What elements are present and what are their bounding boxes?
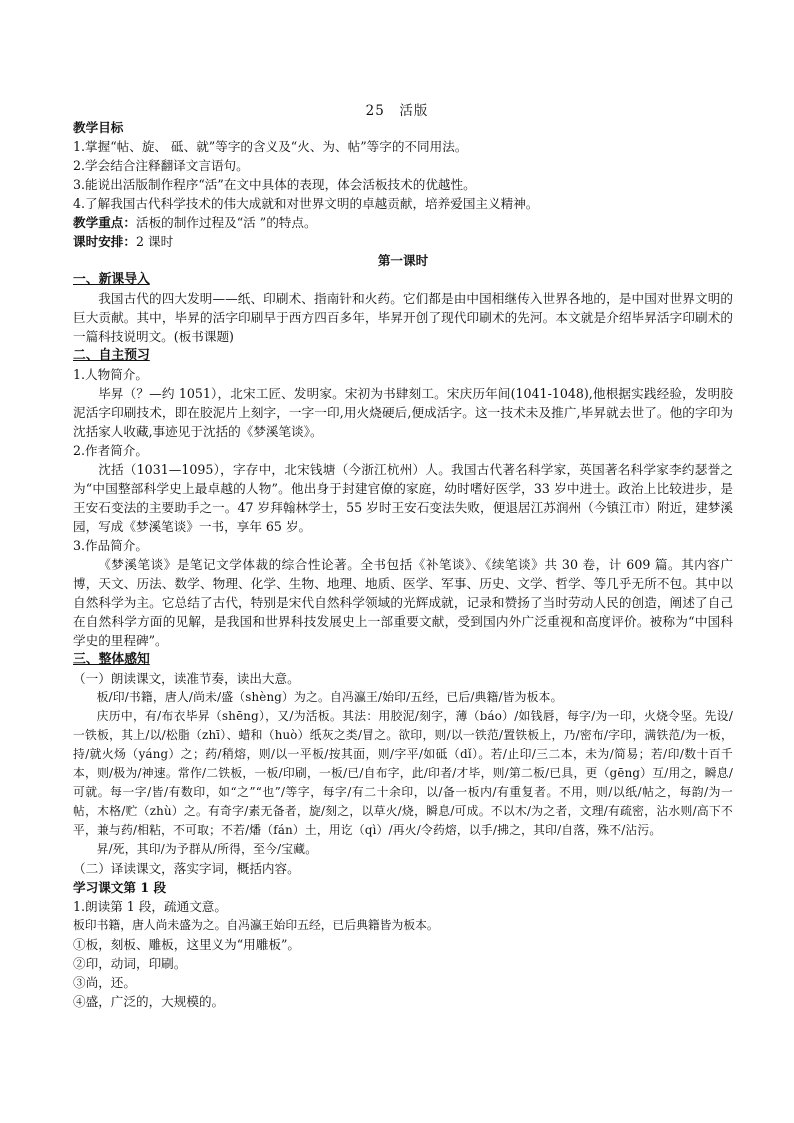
subheading-translate: （二）译读课文，落实字词，概括内容。 [73, 861, 300, 876]
goal-item: 4.了解我国古代科学技术的伟大成就和对世界文明的卓越贡献，培养爱国主义精神。 [73, 196, 539, 211]
author-paragraph: 沈括（1031—1095），字存中，北宋钱塘（今浙江杭州）人。我国古代著名科学家，英国著名科学家李约瑟誉之为“中国整部科学史上最卓越的人物”。他出身于封建官僚的家庭，幼时嗜好医学，33 岁中进士。政治上比较进步，是王安石变法的主要助手之一。47 岁拜翰林学士，55 岁时王安石变法失败，便退居江苏润州（今镇江市）附近，建梦溪园，写成《梦溪笔谈》一书，享年 65 岁。 [73, 462, 733, 534]
schedule-text: 2 课时 [135, 234, 174, 249]
study-subheading: 1.朗读第 1 段，疏通文意。 [73, 899, 227, 914]
subheading-author: 2.作者简介。 [73, 443, 148, 458]
goal-item: 3.能说出活版制作程序“活”在文中具体的表现，体会活板技术的优越性。 [73, 177, 476, 192]
classical-text-para-1: 板/印/书籍，唐人/尚未/盛（shèng）为之。自冯瀛王/始印/五经，已后/典籍/皆为板本。 [96, 690, 563, 704]
section-heading-overview: 三、整体感知 [73, 652, 150, 667]
note-item: ③尚，还。 [73, 975, 136, 990]
subheading-work: 3.作品简介。 [73, 538, 148, 553]
lesson-heading: 第一课时 [377, 253, 429, 268]
subheading-person: 1.人物简介。 [73, 367, 148, 382]
page-title: 25 活版 [365, 103, 429, 119]
focus-label: 教学重点： [73, 215, 136, 230]
focus-text: 活板的制作过程及“活 ”的特点。 [135, 215, 317, 230]
work-paragraph: 《梦溪笔谈》是笔记文学体裁的综合性论著。全书包括《补笔谈》、《续笔谈》共 30 卷，计 609 篇。其内容广博，天文、历法、数学、物理、化学、生物、地理、地质、医学、军事、历史、文学、哲学、等几乎无所不包。其中以自然科学为主。它总结了古代，特别是宋代自然科学领域的光辉成就，记录和赞扬了当时劳动人民的创造，阐述了自己在自然科学方面的见解，是我国和世界科技发展史上一部重要文献，受到国内外广泛重视和高度评价。被称为“中国科学史的里程碑”。 [73, 557, 733, 648]
section-heading-intro: 一、新课导入 [73, 272, 150, 287]
subheading-read-aloud: （一）朗读课文，读准节奏，读出大意。 [73, 671, 300, 686]
note-item: ②印，动词，印刷。 [73, 956, 187, 971]
classical-text-para-2: 庆历中，有/布衣毕昇（shēng），又/为活板。其法：用胶泥/刻字，薄（báo）/如钱唇，每字/为一印，火烧令坚。先设/一铁板，其上/以/松脂（zhī）、蜡和（huò）纸灰之类/冒之。欲印，则/以一铁范/置铁板上，乃/密布/字印，满铁范/为一板，持/就火炀（yáng）之；药/稍熔，则/以一平板/按其面，则/字平/如砥（dǐ）。若/止印/三二本，未为/简易；若/印/数十百千本，则/极为/神速。常作/二铁板，一板/印刷，一板/已/自布字，此/印者/才毕，则/第二板/已具，更（gēng）互/用之，瞬息/可就。每一字/皆/有数印，如“之”“也”/等字，每字/有二十余印，以/备一板内/有重复者。不用，则/以纸/帖之，每韵/为一帖，木格/贮（zhù）之。有奇字/素无备者，旋/刻之，以草火/烧，瞬息/可成。不以木/为之者，文理/有疏密，沾水则/高下不平，兼与药/相粘，不可取；不若/燔（fán）土，用讫（qì）/再火/令药熔，以手/拂之，其印/自落，殊不/沾污。 [73, 709, 733, 837]
goals-heading: 教学目标 [73, 120, 124, 135]
schedule-label: 课时安排： [73, 234, 136, 249]
goal-item: 2.学会结合注释翻译文言语句。 [73, 158, 249, 173]
study-original-text: 板印书籍，唐人尚未盛为之。自冯瀛王始印五经，已后典籍皆为板本。 [73, 918, 439, 932]
intro-paragraph: 我国古代的四大发明——纸、印刷术、指南针和火药。它们都是由中国相继传入世界各地的，是中国对世界文明的巨大贡献。其中，毕昇的活字印刷早于西方四百多年，毕昇开创了现代印刷术的先河。本文就是介绍毕昇活字印刷术的一篇科技说明文。(板书课题) [73, 291, 733, 344]
focus-line [73, 213, 733, 232]
goal-item: 1.掌握“帖、旋、 砥、就”等字的含义及“火、为、帖”等字的不同用法。 [73, 139, 468, 154]
person-paragraph: 毕昇（？—约 1051），北宋工匠、发明家。宋初为书肆刻工。宋庆历年间(1041-1048),他根据实践经验，发明胶泥活字印刷技术，即在胶泥片上刻字，一字一印,用火烧硬后,便成活字。这一技术未及推广,毕昇就去世了。他的字印为沈括家人收藏,事迹见于沈括的《梦溪笔谈》。 [73, 386, 733, 439]
section-heading-preview: 二、自主预习 [73, 348, 150, 363]
note-item: ④盛，广泛的，大规模的。 [73, 994, 225, 1009]
note-item: ①板，刻板、雕板，这里义为“用雕板”。 [73, 937, 300, 952]
classical-text-para-3: 昇/死，其印/为予群从/所得，至今/宝藏。 [96, 842, 318, 856]
goals-section [73, 118, 733, 1011]
schedule-line [73, 232, 733, 251]
study-heading: 学习课文第 1 段 [73, 880, 167, 895]
